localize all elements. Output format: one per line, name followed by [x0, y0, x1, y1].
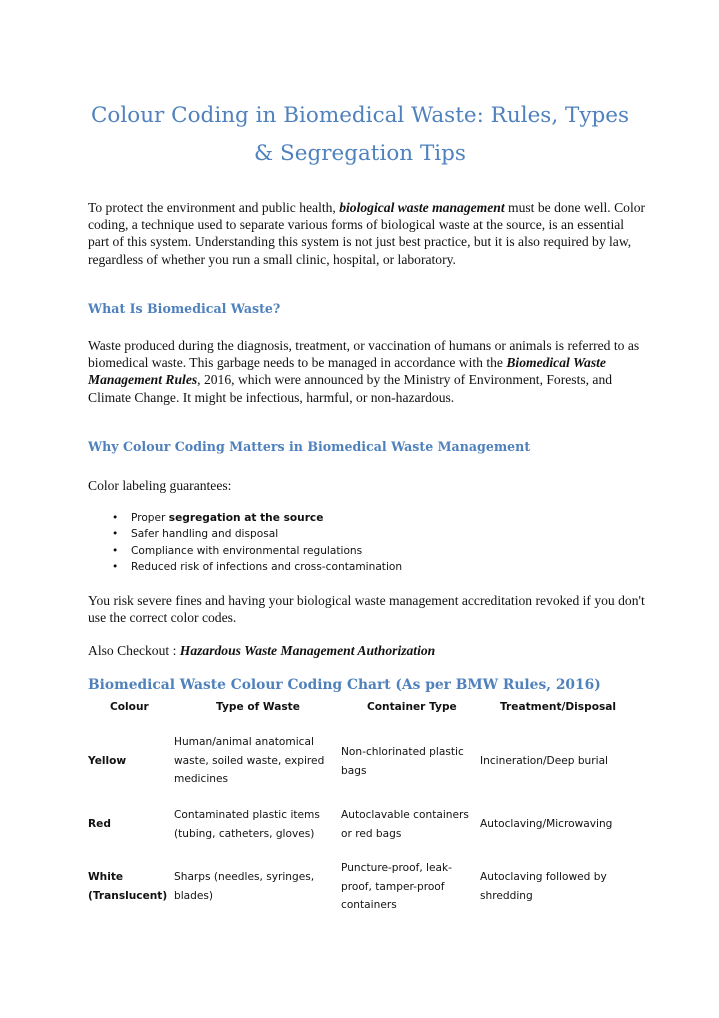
also-checkout-label: Also Checkout :	[88, 643, 180, 658]
column-header-container-type: Container Type	[367, 701, 457, 713]
list-item: • Compliance with environmental regulations	[112, 543, 402, 559]
definition-text-start: Waste produced during the diagnosis, treatment, or vaccination of humans or animals is referred to as biomedical waste. This garbage needs to be managed in accordance with the	[88, 338, 640, 371]
table-cell-treatment: Autoclaving followed by shredding	[480, 871, 607, 902]
heading-why-colour-coding: Why Colour Coding Matters in Biomedical Waste Management	[88, 439, 531, 454]
title-line-1: Colour Coding in Biomedical Waste: Rules, Types	[90, 103, 629, 128]
heading-colour-coding-chart: Biomedical Waste Colour Coding Chart (As per BMW Rules, 2016)	[88, 677, 601, 693]
warning-paragraph: You risk severe fines and having your biological waste management accreditation revoked if you don't use the correct color codes.	[88, 593, 645, 626]
table-cell-treatment: Autoclaving/Microwaving	[480, 818, 613, 830]
table-cell-colour: White (Translucent)	[88, 871, 168, 902]
table-cell-container: Autoclavable containers or red bags	[341, 809, 469, 840]
column-header-colour: Colour	[110, 701, 149, 713]
heading-what-is-biomedical-waste: What Is Biomedical Waste?	[88, 301, 281, 316]
intro-text-start: To protect the environment and public health,	[88, 200, 340, 215]
intro-paragraph	[88, 199, 648, 268]
list-item: • Reduced risk of infections and cross-contamination	[112, 559, 402, 575]
table-cell-treatment: Incineration/Deep burial	[480, 755, 609, 767]
definition-text-end: , 2016, which were announced by the Ministry of Environment, Forests, and Climate Change. It might be infectious, harmful, or non-hazardous.	[88, 372, 613, 405]
hazardous-waste-link[interactable]: Hazardous Waste Management Authorization	[179, 643, 436, 658]
bmw-rules-emphasis: Biomedical Waste Management Rules	[88, 355, 606, 388]
list-item: • Safer handling and disposal	[112, 526, 402, 542]
guarantees-list	[112, 510, 402, 575]
table-cell-colour: Red	[88, 818, 111, 830]
bullet-icon: •	[112, 560, 119, 573]
definition-paragraph	[88, 337, 648, 406]
table-cell-waste: Sharps (needles, syringes, blades)	[174, 871, 315, 902]
also-checkout-line	[88, 642, 648, 659]
title-line-2: & Segregation Tips	[254, 141, 466, 166]
intro-link-biological-waste[interactable]: biological waste management	[339, 200, 505, 215]
segregation-emphasis: segregation at the source	[168, 512, 324, 524]
column-header-treatment: Treatment/Disposal	[500, 701, 617, 713]
table-cell-container: Puncture-proof, leak-proof, tamper-proof containers	[341, 862, 452, 912]
guarantees-lead: Color labeling guarantees:	[88, 478, 232, 493]
column-header-type-of-waste: Type of Waste	[216, 701, 300, 713]
table-cell-waste: Human/animal anatomical waste, soiled waste, expired medicines	[174, 736, 325, 786]
page-title	[60, 97, 660, 173]
table-cell-colour: Yellow	[88, 755, 127, 767]
bullet-icon: •	[112, 512, 119, 524]
bullet-icon: •	[112, 544, 119, 557]
list-item: • Proper segregation at the source	[112, 510, 402, 526]
table-cell-container: Non-chlorinated plastic bags	[341, 746, 464, 777]
table-cell-waste: Contaminated plastic items (tubing, catheters, gloves)	[174, 809, 320, 840]
intro-text-end: must be done well. Color coding, a technique used to separate various forms of biological waste at the source, is an essential part of this system. Understanding this system is not just best practice, but it is also required by law, regardless of whether you run a small clinic, hospital, or laboratory.	[88, 200, 646, 267]
bullet-icon: •	[112, 528, 119, 541]
